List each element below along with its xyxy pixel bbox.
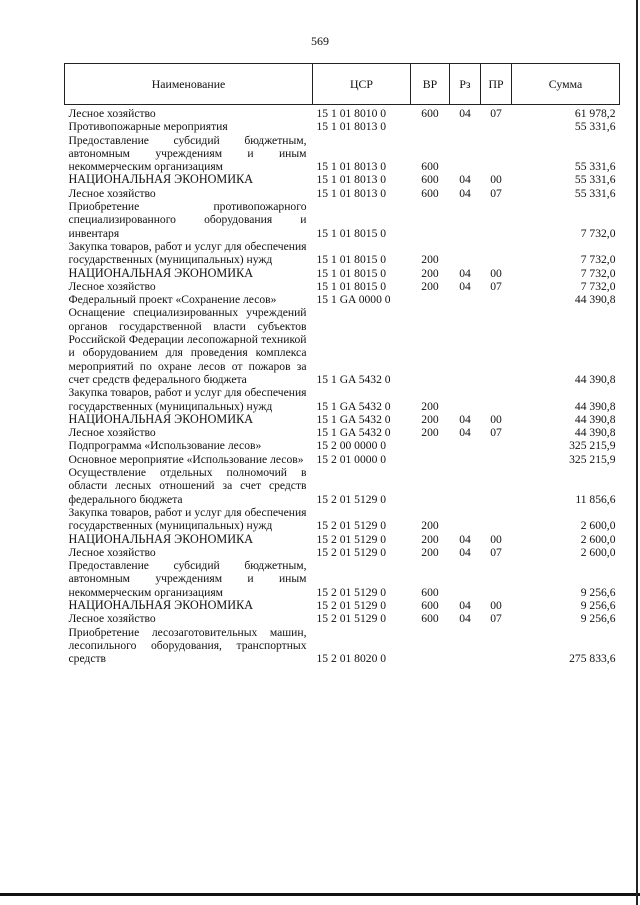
page-right-border: [636, 0, 638, 905]
cell-sum: 275 833,6: [569, 652, 616, 666]
cell-sum: 7 732,0: [580, 279, 616, 293]
cell-pr: [481, 466, 512, 506]
header-row: [65, 64, 620, 105]
cell-sum: 55 331,6: [574, 186, 616, 200]
cell-sum: 44 390,8: [574, 426, 616, 440]
cell-csr: 15 2 01 5129 0: [316, 612, 387, 626]
cell-csr: 15 2 01 5129 0: [316, 598, 387, 612]
cell-csr: 15 1 01 8013 0: [316, 173, 387, 187]
cell-sum: 325 215,9: [569, 452, 616, 466]
cell-rz: [450, 120, 481, 133]
cell-rz: [450, 506, 481, 533]
cell-pr: 07: [490, 107, 502, 120]
cell-csr: 15 2 01 5129 0: [316, 532, 387, 546]
cell-vr: [411, 626, 450, 666]
cell-rz: [450, 134, 481, 174]
cell-csr: 15 1 GA 5432 0: [316, 372, 391, 386]
cell-sum: 44 390,8: [574, 372, 616, 386]
cell-name: Лесное хозяйство: [68, 279, 156, 293]
cell-pr: 00: [490, 412, 502, 426]
cell-rz: 04: [459, 612, 471, 626]
cell-csr: 15 2 01 8020 0: [316, 652, 387, 666]
cell-sum: 11 856,6: [575, 492, 616, 506]
cell-name: НАЦИОНАЛЬНАЯ ЭКОНОМИКА: [68, 411, 253, 426]
cell-sum: 325 215,9: [569, 439, 616, 453]
table-row: [65, 626, 620, 666]
cell-rz: 04: [459, 279, 471, 293]
cell-vr: 600: [421, 173, 439, 187]
table-row: [65, 280, 620, 293]
cell-vr: 600: [421, 585, 439, 599]
cell-pr: [481, 200, 512, 240]
cell-sum: 44 390,8: [574, 293, 616, 307]
table-row: [65, 453, 620, 466]
cell-pr: [481, 386, 512, 413]
cell-sum: 7 732,0: [580, 253, 616, 267]
table-row: [65, 439, 620, 452]
cell-vr: [411, 120, 450, 133]
cell-sum: 44 390,8: [574, 412, 616, 426]
cell-rz: [450, 306, 481, 386]
cell-pr: 00: [490, 598, 502, 612]
cell-csr: 15 1 01 8015 0: [316, 226, 387, 240]
table-row: [65, 559, 620, 599]
cell-rz: [450, 559, 481, 599]
table-row: [65, 599, 620, 612]
cell-csr: 15 1 GA 5432 0: [316, 399, 391, 413]
cell-csr: 15 2 00 0000 0: [316, 439, 387, 453]
cell-sum: 9 256,6: [580, 585, 616, 599]
header-csr: ЦСР: [313, 64, 411, 105]
cell-pr: [481, 306, 512, 386]
cell-vr: [411, 200, 450, 240]
cell-vr: 600: [421, 160, 439, 174]
cell-name: Предоставление субсидий бюджетным, автономным учреждениям и иным некоммерческим организациям: [68, 559, 307, 599]
cell-rz: 04: [459, 107, 471, 120]
table-row: [65, 187, 620, 200]
cell-csr: 15 1 01 8013 0: [316, 120, 387, 134]
cell-csr: 15 1 01 8015 0: [316, 266, 387, 280]
cell-rz: 04: [459, 426, 471, 440]
cell-rz: [450, 293, 481, 306]
cell-rz: 04: [459, 186, 471, 200]
cell-vr: 600: [421, 612, 439, 626]
cell-sum: 44 390,8: [574, 399, 616, 413]
cell-name: Лесное хозяйство: [68, 612, 156, 626]
cell-name: НАЦИОНАЛЬНАЯ ЭКОНОМИКА: [68, 531, 253, 546]
cell-rz: 04: [459, 412, 471, 426]
cell-pr: 07: [490, 545, 502, 559]
cell-pr: [481, 506, 512, 533]
cell-vr: 200: [421, 266, 439, 280]
cell-csr: 15 1 01 8013 0: [316, 160, 387, 174]
header-name: Наименование: [65, 64, 313, 105]
cell-vr: 200: [421, 545, 439, 559]
table-row: [65, 293, 620, 306]
cell-pr: 00: [490, 266, 502, 280]
cell-name: Предоставление субсидий бюджетным, автономным учреждениям и иным некоммерческим организациям: [68, 133, 307, 174]
cell-csr: 15 1 01 8013 0: [316, 186, 387, 200]
cell-name: НАЦИОНАЛЬНАЯ ЭКОНОМИКА: [68, 265, 253, 280]
cell-name: Основное мероприятие «Использование лесов»: [68, 452, 304, 466]
cell-pr: [481, 453, 512, 466]
cell-csr: 15 2 01 5129 0: [316, 519, 387, 533]
cell-name: Осуществление отдельных полномочий в области лесных отношений за счет средств федерального бюджета: [68, 466, 307, 506]
cell-name: НАЦИОНАЛЬНАЯ ЭКОНОМИКА: [68, 597, 253, 612]
cell-rz: 04: [459, 598, 471, 612]
cell-rz: 04: [459, 173, 471, 187]
cell-rz: [450, 466, 481, 506]
header-pr: ПР: [481, 64, 512, 105]
cell-pr: 07: [490, 186, 502, 200]
table-row: [65, 306, 620, 386]
cell-pr: 07: [490, 279, 502, 293]
table-row: [65, 200, 620, 240]
cell-name: Лесное хозяйство: [68, 426, 156, 440]
cell-vr: [411, 293, 450, 306]
cell-name: Противопожарные мероприятия: [68, 120, 228, 134]
cell-name: Закупка товаров, работ и услуг для обеспечения государственных (муниципальных) нужд: [68, 386, 307, 413]
cell-name: Лесное хозяйство: [68, 107, 156, 120]
cell-csr: 15 1 GA 0000 0: [316, 293, 391, 307]
cell-name: Подпрограмма «Использование лесов»: [68, 439, 262, 453]
cell-pr: [481, 626, 512, 666]
cell-csr: 15 2 01 5129 0: [316, 545, 387, 559]
table-row: [65, 173, 620, 186]
cell-pr: [481, 559, 512, 599]
table-row: [65, 612, 620, 625]
cell-csr: 15 1 GA 5432 0: [316, 412, 391, 426]
cell-csr: 15 1 01 8010 0: [316, 107, 387, 120]
header-rz: Рз: [450, 64, 481, 105]
cell-vr: 200: [421, 426, 439, 440]
table-body: [65, 105, 620, 666]
cell-pr: [481, 293, 512, 306]
table-row: [65, 386, 620, 413]
cell-name: Лесное хозяйство: [68, 186, 156, 200]
cell-rz: 04: [459, 266, 471, 280]
cell-vr: [411, 466, 450, 506]
cell-csr: 15 2 01 5129 0: [316, 585, 387, 599]
cell-rz: [450, 626, 481, 666]
cell-name: Закупка товаров, работ и услуг для обеспечения государственных (муниципальных) нужд: [68, 239, 307, 267]
header-sum: Сумма: [512, 64, 620, 105]
cell-sum: 7 732,0: [580, 226, 616, 240]
cell-rz: [450, 453, 481, 466]
cell-csr: 15 1 01 8015 0: [316, 253, 387, 267]
table-row: [65, 546, 620, 559]
cell-name: Федеральный проект «Сохранение лесов»: [68, 293, 277, 307]
table-row: [65, 240, 620, 267]
table-row: [65, 120, 620, 133]
cell-rz: [450, 200, 481, 240]
cell-csr: 15 2 01 0000 0: [316, 452, 387, 466]
cell-csr: 15 2 01 5129 0: [316, 492, 387, 506]
table-row: [65, 134, 620, 174]
table-row: [65, 533, 620, 546]
cell-csr: 15 1 GA 5432 0: [316, 426, 391, 440]
cell-rz: 04: [459, 545, 471, 559]
table-header: [65, 64, 620, 105]
cell-sum: 2 600,0: [580, 545, 616, 559]
cell-name: Лесное хозяйство: [68, 545, 156, 559]
cell-rz: [450, 439, 481, 452]
cell-vr: 600: [421, 186, 439, 200]
cell-name: Оснащение специализированных учреждений органов государственной власти субъектов Российской Федерации лесопожарной техникой и оборудованием для проведения комплекса мероприятий по охране лесов от пожаров за счет средств федерального бюджета: [68, 306, 307, 386]
cell-sum: 55 331,6: [574, 160, 616, 174]
cell-pr: [481, 134, 512, 174]
table-row: [65, 506, 620, 533]
cell-vr: [411, 453, 450, 466]
cell-vr: 600: [421, 107, 439, 120]
page-bottom-border: [0, 893, 640, 896]
table-row: [65, 426, 620, 439]
cell-sum: 2 600,0: [580, 532, 616, 546]
cell-csr: 15 1 01 8015 0: [316, 279, 387, 293]
table-row: [65, 267, 620, 280]
cell-vr: 600: [421, 598, 439, 612]
cell-pr: 00: [490, 173, 502, 187]
budget-table: [64, 63, 620, 665]
cell-rz: [450, 240, 481, 267]
cell-vr: 200: [421, 279, 439, 293]
header-vr: ВР: [411, 64, 450, 105]
cell-sum: 61 978,2: [574, 107, 616, 120]
cell-pr: [481, 240, 512, 267]
cell-sum: 9 256,6: [580, 598, 616, 612]
cell-rz: 04: [459, 532, 471, 546]
cell-vr: 200: [421, 253, 439, 267]
table-row: [65, 466, 620, 506]
cell-sum: 2 600,0: [580, 519, 616, 533]
cell-vr: [411, 306, 450, 386]
cell-sum: 55 331,6: [574, 173, 616, 187]
cell-pr: [481, 439, 512, 452]
cell-vr: 200: [421, 519, 439, 533]
cell-name: НАЦИОНАЛЬНАЯ ЭКОНОМИКА: [68, 172, 253, 187]
cell-vr: [411, 439, 450, 452]
cell-rz: [450, 386, 481, 413]
cell-sum: 55 331,6: [574, 120, 616, 134]
cell-vr: 200: [421, 412, 439, 426]
table-row: [65, 413, 620, 426]
cell-pr: 07: [490, 612, 502, 626]
cell-sum: 9 256,6: [580, 612, 616, 626]
cell-pr: 07: [490, 426, 502, 440]
cell-vr: 200: [421, 532, 439, 546]
cell-name: Приобретение противопожарного специализированного оборудования и инвентаря: [68, 200, 307, 240]
table-row: [65, 105, 620, 121]
cell-pr: 00: [490, 532, 502, 546]
cell-vr: 200: [421, 399, 439, 413]
cell-name: Закупка товаров, работ и услуг для обеспечения государственных (муниципальных) нужд: [68, 505, 307, 533]
cell-name: Приобретение лесозаготовительных машин, лесопильного оборудования, транспортных средств: [68, 625, 307, 666]
page-number: 569: [311, 34, 329, 48]
cell-pr: [481, 120, 512, 133]
cell-sum: 7 732,0: [580, 266, 616, 280]
